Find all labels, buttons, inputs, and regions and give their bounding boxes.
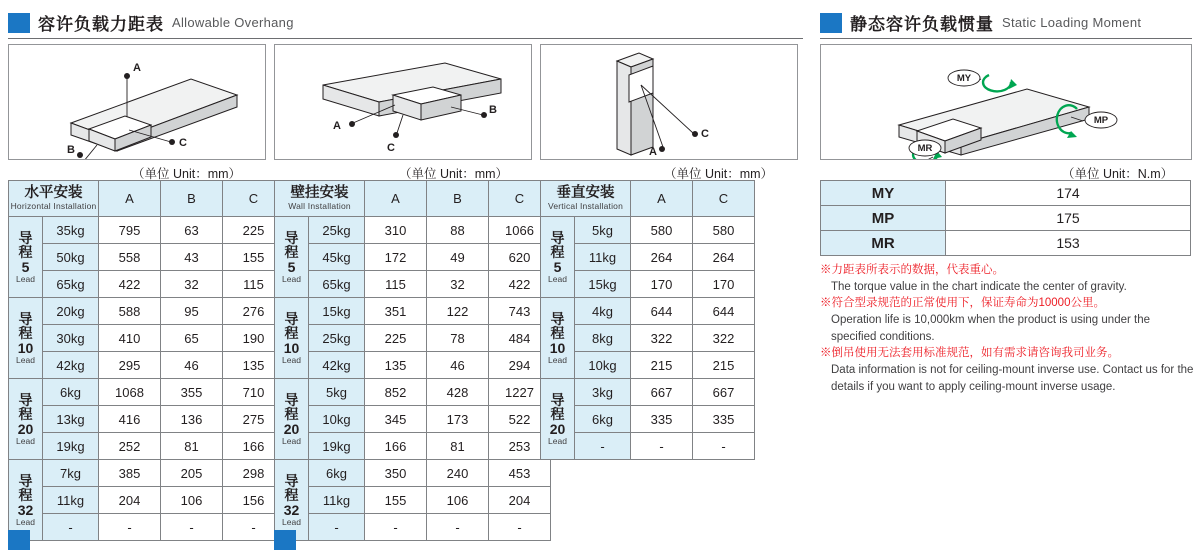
- value-cell: 172: [365, 244, 427, 271]
- load-cell: 11kg: [309, 487, 365, 514]
- load-cell: 42kg: [309, 352, 365, 379]
- unit-label-mm-wall: （单位 Unit：mm）: [399, 167, 509, 181]
- table-column-header: A: [99, 181, 161, 217]
- table-row: [9, 379, 285, 406]
- install-type-en: Wall Installation: [288, 201, 351, 212]
- lead-group-cell: 导 程 10 Lead: [275, 298, 309, 379]
- load-cell: 10kg: [575, 352, 631, 379]
- load-cell: 8kg: [575, 325, 631, 352]
- value-cell: 852: [365, 379, 427, 406]
- lead-group-cell: 导 程 5 Lead: [9, 217, 43, 298]
- table-wall-installation: [274, 180, 551, 541]
- table-row: [275, 433, 551, 460]
- table-row: [9, 406, 285, 433]
- note-cn: ※力距表所表示的数据，代表重心。: [820, 264, 1004, 276]
- value-cell: 106: [427, 487, 489, 514]
- notes-block: [820, 262, 1195, 395]
- value-cell: 252: [99, 433, 161, 460]
- table-row: [9, 298, 285, 325]
- load-cell: -: [43, 514, 99, 541]
- value-cell: -: [631, 433, 693, 460]
- value-cell: 215: [631, 352, 693, 379]
- lead-group-cell: 导 程 32 Lead: [275, 460, 309, 541]
- header-rule-left: [8, 38, 803, 39]
- load-cell: 5kg: [309, 379, 365, 406]
- table-row: [9, 217, 285, 244]
- table-row: [275, 379, 551, 406]
- table-header-install: [541, 181, 631, 217]
- load-cell: 7kg: [43, 460, 99, 487]
- footer-accent-bar-left: [8, 530, 30, 550]
- table-row: [821, 181, 1191, 206]
- table-row: [275, 460, 551, 487]
- value-cell: 580: [693, 217, 755, 244]
- moment-value: 175: [946, 206, 1191, 231]
- lead-group-cell: 导 程 20 Lead: [9, 379, 43, 460]
- unit-label-mm-vertical: （单位 Unit：mm）: [664, 167, 774, 181]
- install-type-cn: 水平安装: [24, 184, 83, 201]
- value-cell: -: [365, 514, 427, 541]
- section-title-en: Allowable Overhang: [172, 15, 294, 30]
- load-cell: 30kg: [43, 325, 99, 352]
- value-cell: 253: [489, 433, 551, 460]
- value-cell: 644: [693, 298, 755, 325]
- value-cell: 385: [99, 460, 161, 487]
- load-cell: 15kg: [309, 298, 365, 325]
- lead-group-cell: 导 程 32 Lead: [9, 460, 43, 541]
- value-cell: 215: [693, 352, 755, 379]
- table-row: [9, 433, 285, 460]
- moment-value: 153: [946, 231, 1191, 256]
- install-type-cn: 壁挂安装: [290, 184, 349, 201]
- table-column-header: B: [161, 181, 223, 217]
- value-cell: 422: [489, 271, 551, 298]
- value-cell: 416: [99, 406, 161, 433]
- load-cell: -: [575, 433, 631, 460]
- lead-group-cell: 导 程 20 Lead: [541, 379, 575, 460]
- value-cell: 46: [427, 352, 489, 379]
- load-cell: 3kg: [575, 379, 631, 406]
- value-cell: 205: [161, 460, 223, 487]
- value-cell: 264: [631, 244, 693, 271]
- moment-key: MR: [821, 231, 946, 256]
- value-cell: 322: [693, 325, 755, 352]
- load-cell: -: [309, 514, 365, 541]
- table-header-row: [541, 181, 755, 217]
- value-cell: 122: [427, 298, 489, 325]
- install-type-en: Horizontal Installation: [10, 201, 97, 212]
- value-cell: 1068: [99, 379, 161, 406]
- value-cell: 580: [631, 217, 693, 244]
- value-cell: 49: [427, 244, 489, 271]
- value-cell: 95: [161, 298, 223, 325]
- value-cell: 345: [365, 406, 427, 433]
- table-row: [9, 487, 285, 514]
- value-cell: 46: [161, 352, 223, 379]
- value-cell: 743: [489, 298, 551, 325]
- svg-text:A: A: [333, 120, 341, 132]
- figure-horizontal-installation: [8, 44, 266, 160]
- load-cell: 25kg: [309, 217, 365, 244]
- value-cell: 136: [161, 406, 223, 433]
- moment-key: MP: [821, 206, 946, 231]
- table-row: [275, 514, 551, 541]
- value-cell: 522: [489, 406, 551, 433]
- table-row: [541, 379, 755, 406]
- table-header-row: [9, 181, 285, 217]
- load-cell: 10kg: [309, 406, 365, 433]
- value-cell: 225: [365, 325, 427, 352]
- note-en: The torque value in the chart indicate the center of gravity.: [831, 280, 1127, 293]
- value-cell: -: [99, 514, 161, 541]
- value-cell: 135: [223, 352, 285, 379]
- load-cell: 6kg: [43, 379, 99, 406]
- note-en: Data information is not for ceiling-mount inverse use. Contact us for the details if you want to apply ceiling-mount inverse usage.: [831, 364, 1194, 393]
- value-cell: 322: [631, 325, 693, 352]
- value-cell: 32: [161, 271, 223, 298]
- load-cell: 4kg: [575, 298, 631, 325]
- value-cell: 264: [693, 244, 755, 271]
- value-cell: 335: [631, 406, 693, 433]
- table-column-header: A: [365, 181, 427, 217]
- value-cell: 173: [427, 406, 489, 433]
- load-cell: 20kg: [43, 298, 99, 325]
- value-cell: 65: [161, 325, 223, 352]
- table-row: [9, 325, 285, 352]
- load-cell: 50kg: [43, 244, 99, 271]
- load-cell: 6kg: [575, 406, 631, 433]
- table-row: [541, 298, 755, 325]
- value-cell: 204: [99, 487, 161, 514]
- table-row: [9, 514, 285, 541]
- unit-label-mm-horizontal: （单位 Unit：mm）: [132, 167, 242, 181]
- value-cell: -: [693, 433, 755, 460]
- table-row: [821, 206, 1191, 231]
- load-cell: 13kg: [43, 406, 99, 433]
- value-cell: 78: [427, 325, 489, 352]
- table-column-header: C: [693, 181, 755, 217]
- value-cell: 620: [489, 244, 551, 271]
- svg-text:MP: MP: [1093, 115, 1109, 126]
- moment-value: 174: [946, 181, 1191, 206]
- value-cell: 667: [693, 379, 755, 406]
- svg-text:MR: MR: [917, 143, 933, 154]
- value-cell: 1227: [489, 379, 551, 406]
- svg-text:B: B: [67, 144, 75, 156]
- value-cell: 484: [489, 325, 551, 352]
- table-row: [821, 231, 1191, 256]
- value-cell: 32: [427, 271, 489, 298]
- value-cell: 453: [489, 460, 551, 487]
- load-cell: 6kg: [309, 460, 365, 487]
- section-header-overhang: [8, 10, 294, 35]
- note-en: Operation life is 10,000km when the product is using under the specified conditions.: [831, 314, 1150, 343]
- value-cell: -: [161, 514, 223, 541]
- table-row: [9, 271, 285, 298]
- value-cell: 667: [631, 379, 693, 406]
- svg-text:A: A: [649, 146, 657, 158]
- load-cell: 11kg: [43, 487, 99, 514]
- table-row: [275, 271, 551, 298]
- value-cell: 156: [223, 487, 285, 514]
- svg-text:A: A: [133, 62, 141, 74]
- table-row: [9, 352, 285, 379]
- value-cell: 43: [161, 244, 223, 271]
- header-rule-right: [820, 38, 1192, 39]
- value-cell: 294: [489, 352, 551, 379]
- value-cell: 710: [223, 379, 285, 406]
- value-cell: 422: [99, 271, 161, 298]
- value-cell: -: [489, 514, 551, 541]
- table-column-header: C: [489, 181, 551, 217]
- svg-text:B: B: [489, 104, 497, 116]
- value-cell: 1066: [489, 217, 551, 244]
- table-row: [275, 298, 551, 325]
- install-type-en: Vertical Installation: [547, 201, 624, 212]
- value-cell: 295: [99, 352, 161, 379]
- value-cell: 88: [427, 217, 489, 244]
- svg-text:MY: MY: [956, 73, 972, 84]
- load-cell: 45kg: [309, 244, 365, 271]
- value-cell: 410: [99, 325, 161, 352]
- table-row: [275, 406, 551, 433]
- svg-text:C: C: [179, 137, 187, 149]
- section-header-moment: [820, 10, 1141, 35]
- value-cell: 298: [223, 460, 285, 487]
- value-cell: 135: [365, 352, 427, 379]
- note-cn: ※倒吊使用无法套用标准规范，如有需求请咨询我司业务。: [820, 347, 1119, 360]
- lead-group-cell: 导 程 5 Lead: [275, 217, 309, 298]
- value-cell: 428: [427, 379, 489, 406]
- svg-text:C: C: [701, 128, 709, 140]
- load-cell: 19kg: [43, 433, 99, 460]
- value-cell: 351: [365, 298, 427, 325]
- value-cell: 558: [99, 244, 161, 271]
- unit-label-nm-moment: （单位 Unit：N.m）: [1062, 167, 1174, 181]
- value-cell: 170: [693, 271, 755, 298]
- table-row: [275, 325, 551, 352]
- table-static-loading-moment: [820, 180, 1191, 256]
- value-cell: 155: [223, 244, 285, 271]
- value-cell: 166: [223, 433, 285, 460]
- lead-group-cell: 导 程 10 Lead: [9, 298, 43, 379]
- value-cell: 204: [489, 487, 551, 514]
- value-cell: 275: [223, 406, 285, 433]
- section-title-cn: 静态容许负载惯量: [850, 15, 994, 34]
- value-cell: 795: [99, 217, 161, 244]
- note-cn: ※符合型录规范的正常使用下，保证寿命为10000公里。: [820, 297, 1105, 310]
- value-cell: 190: [223, 325, 285, 352]
- value-cell: 276: [223, 298, 285, 325]
- load-cell: 65kg: [43, 271, 99, 298]
- header-accent-bar: [8, 13, 30, 33]
- value-cell: 310: [365, 217, 427, 244]
- section-title-cn: 容许负载力距表: [38, 15, 164, 34]
- value-cell: 106: [161, 487, 223, 514]
- table-row: [541, 217, 755, 244]
- value-cell: 81: [427, 433, 489, 460]
- table-row: [9, 244, 285, 271]
- table-header-row: [275, 181, 551, 217]
- value-cell: 81: [161, 433, 223, 460]
- moment-key: MY: [821, 181, 946, 206]
- svg-text:C: C: [387, 142, 395, 154]
- table-header-install: [275, 181, 365, 217]
- load-cell: 65kg: [309, 271, 365, 298]
- table-row: [275, 244, 551, 271]
- table-column-header: B: [427, 181, 489, 217]
- value-cell: 588: [99, 298, 161, 325]
- value-cell: 166: [365, 433, 427, 460]
- lead-group-cell: 导 程 10 Lead: [541, 298, 575, 379]
- table-vertical-installation: [540, 180, 755, 460]
- table-column-header: A: [631, 181, 693, 217]
- value-cell: 115: [223, 271, 285, 298]
- figure-wall-installation: [274, 44, 532, 160]
- value-cell: 115: [365, 271, 427, 298]
- figure-static-loading-moment: [820, 44, 1192, 160]
- install-type-cn: 垂直安装: [556, 184, 615, 201]
- value-cell: -: [223, 514, 285, 541]
- load-cell: 15kg: [575, 271, 631, 298]
- load-cell: 35kg: [43, 217, 99, 244]
- table-horizontal-installation: [8, 180, 285, 541]
- load-cell: 25kg: [309, 325, 365, 352]
- load-cell: 11kg: [575, 244, 631, 271]
- value-cell: 350: [365, 460, 427, 487]
- value-cell: 63: [161, 217, 223, 244]
- value-cell: -: [427, 514, 489, 541]
- value-cell: 355: [161, 379, 223, 406]
- value-cell: 335: [693, 406, 755, 433]
- load-cell: 42kg: [43, 352, 99, 379]
- table-header-install: [9, 181, 99, 217]
- figure-vertical-installation: [540, 44, 798, 160]
- value-cell: 170: [631, 271, 693, 298]
- value-cell: 644: [631, 298, 693, 325]
- load-cell: 19kg: [309, 433, 365, 460]
- value-cell: 240: [427, 460, 489, 487]
- lead-group-cell: 导 程 20 Lead: [275, 379, 309, 460]
- value-cell: 225: [223, 217, 285, 244]
- table-column-header: C: [223, 181, 285, 217]
- table-row: [275, 352, 551, 379]
- section-title-en: Static Loading Moment: [1002, 15, 1142, 30]
- footer-accent-bar-right: [274, 530, 296, 550]
- table-row: [9, 460, 285, 487]
- table-row: [275, 217, 551, 244]
- value-cell: 155: [365, 487, 427, 514]
- load-cell: 5kg: [575, 217, 631, 244]
- table-row: [275, 487, 551, 514]
- header-accent-bar: [820, 13, 842, 33]
- lead-group-cell: 导 程 5 Lead: [541, 217, 575, 298]
